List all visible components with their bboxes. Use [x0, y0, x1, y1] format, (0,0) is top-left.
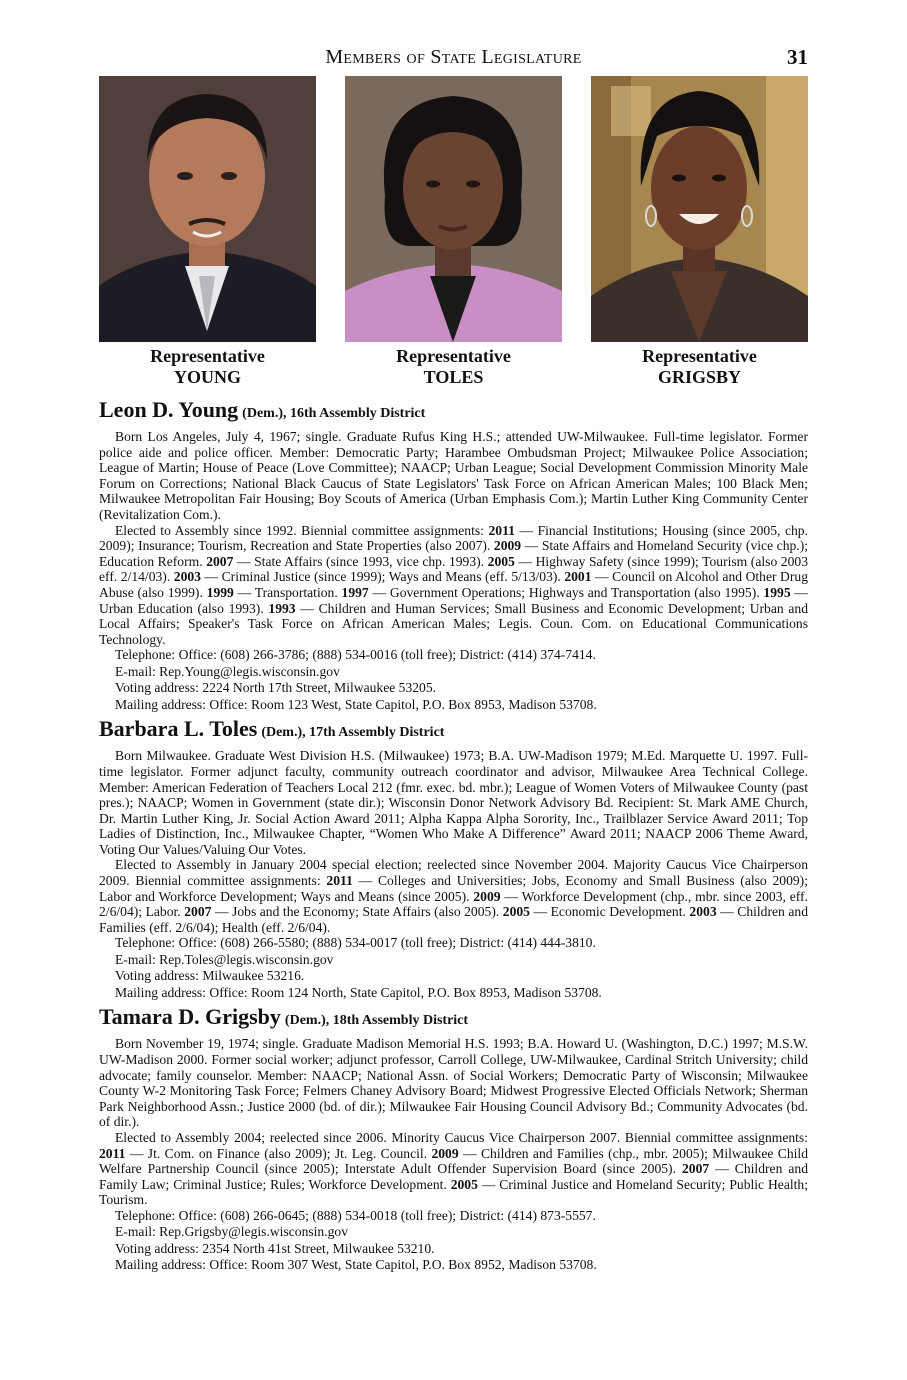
member-district: (Dem.), 16th Assembly District: [242, 406, 426, 421]
member-heading: [99, 717, 808, 745]
member-committees: Elected to Assembly 2004; reelected since 2006. Minority Caucus Vice Chairperson 2007. Biennial committee assignments: 2011 — Jt. Com. on Finance (also 2009); Jt. Leg. Council. 2009 — Children and Families (chp., mbr. 2005); Milwaukee Child Welfare Partnership Council (since 2005); Interstate Adult Offender Supervision Board (since 2005). 2007 — Children and Family Law; Criminal Justice; Rules; Workforce Development. 2005 — Criminal Justice and Homeland Security; Public Health; Tourism.: [99, 1130, 808, 1208]
caption-surname: YOUNG: [174, 367, 241, 387]
member-email: E-mail: Rep.Young@legis.wisconsin.gov: [115, 663, 340, 679]
caption-title: Representative: [642, 346, 757, 366]
member-voting-address: Voting address: 2354 North 41st Street, Milwaukee 53210.: [115, 1240, 435, 1256]
member-committees: Elected to Assembly since 1992. Biennial committee assignments: 2011 — Financial Institutions; Housing (since 2005, chp. 2009); Insurance; Tourism, Recreation and State Properties (also 2007). 2009 — State Affairs and Homeland Security (vice chp.); Education Reform. 2007 — State Affairs (since 1993, vice chp. 1993). 2005 — Highway Safety (since 1999); Tourism (also 2003 eff. 2/14/03). 2003 — Criminal Justice (since 1999); Ways and Means (eff. 5/13/03). 2001 — Council on Alcohol and Other Drug Abuse (also 1999). 1999 — Transportation. 1997 — Government Operations; Highways and Transportation (also 1995). 1995 — Urban Education (also 1993). 1993 — Children and Human Services; Small Business and Economic Development; Urban and Local Affairs; Speaker's Task Force on African American Males; Legis. Coun. Com. on Educational Communications Technology.: [99, 522, 809, 647]
session-year: 2007: [184, 904, 212, 920]
portrait-photo-icon: [345, 76, 562, 342]
member-mailing-address: Mailing address: Office: Room 124 North, State Capitol, P.O. Box 8953, Madison 53708.: [115, 984, 602, 1000]
member-district: (Dem.), 17th Assembly District: [261, 725, 445, 741]
member-mailing-address: Mailing address: Office: Room 307 West, State Capitol, P.O. Box 8952, Madison 53708.: [115, 1257, 597, 1273]
portrait-photo-icon: [591, 76, 808, 342]
session-year: 2003: [689, 904, 717, 920]
session-year: 2011: [488, 522, 515, 538]
session-year: 2009: [473, 888, 501, 904]
session-year: 2007: [206, 553, 234, 569]
caption-surname: GRIGSBY: [657, 367, 742, 387]
session-year: 1999: [206, 584, 234, 600]
caption-surname: TOLES: [423, 367, 484, 387]
member-entry-grigsby: [99, 1005, 808, 1274]
member-telephone: Telephone: Office: (608) 266-0645; (888) 534-0018 (toll free); District: (414) 873-5557.: [115, 1207, 596, 1223]
member-mailing-address: Mailing address: Office: Room 123 West, State Capitol, P.O. Box 8953, Madison 53708.: [115, 696, 597, 712]
member-telephone: Telephone: Office: (608) 266-5580; (888) 534-0017 (toll free); District: (414) 444-3810.: [115, 935, 596, 951]
member-name: Leon D. Young: [99, 397, 239, 422]
portrait-young: [99, 76, 316, 342]
session-year: 1997: [341, 584, 369, 600]
member-email: E-mail: Rep.Toles@legis.wisconsin.gov: [115, 951, 334, 967]
portrait-grigsby: [591, 76, 808, 342]
session-year: 2005: [487, 553, 515, 569]
member-entry-toles: [99, 717, 808, 1001]
member-voting-address: Voting address: 2224 North 17th Street, Milwaukee 53205.: [115, 680, 437, 696]
member-email: E-mail: Rep.Grigsby@legis.wisconsin.gov: [115, 1224, 349, 1240]
caption-grigsby: [591, 346, 808, 388]
session-year: 2009: [493, 538, 522, 554]
member-telephone: Telephone: Office: (608) 266-3786; (888) 534-0016 (toll free); District: (414) 374-7414.: [115, 647, 596, 663]
member-bio: Born November 19, 1974; single. Graduate Madison Memorial H.S. 1993; B.A. Howard U. (Washington, D.C.) 1997; M.S.W. UW-Madison 2000. Former social worker; adjunct professor, Carroll College, UW-Milwaukee, Cardinal Stritch University; child advocate; family counselor. Member: NAACP; National Assn. of Social Workers; Democratic Party of Wisconsin; Milwaukee County W-2 Monitoring Task Force; Felmers Chaney Advisory Board; Midwest Progressive Elected Officials Network; Sherman Park Neighborhood Assn.; Justice 2000 (bd. of dir.); Milwaukee Fair Housing Council Advisory Bd.; Community Advocates (bd. of dir.).: [99, 1036, 808, 1130]
session-year: 2001: [564, 569, 592, 585]
member-committees: Elected to Assembly in January 2004 special election; reelected since November 2004. Majority Caucus Vice Chairperson 2009. Biennial committee assignments: 2011 — Colleges and Universities; Jobs, Economy and Small Business (also 2009); Labor and Workforce Development; Ways and Means (since 2005). 2009 — Workforce Development (chp., mbr. since 2003, eff. 2/6/04); Labor. 2007 — Jobs and the Economy; State Affairs (also 2005). 2005 — Economic Development. 2003 — Children and Families (eff. 2/6/04); Health (eff. 2/6/04).: [99, 857, 808, 935]
page-number: 31: [787, 45, 808, 69]
session-year: 2011: [326, 873, 353, 889]
member-voting-address: Voting address: Milwaukee 53216.: [115, 968, 305, 984]
member-entry-young: [99, 398, 808, 713]
session-year: 2009: [431, 1145, 459, 1161]
session-year: 2007: [682, 1161, 710, 1177]
session-year: 1993: [268, 600, 296, 616]
portrait-toles: [345, 76, 562, 342]
caption-title: Representative: [396, 346, 511, 366]
member-district: (Dem.), 18th Assembly District: [284, 1013, 469, 1029]
session-year: 1995: [763, 584, 791, 600]
member-heading: [99, 1005, 808, 1033]
member-heading: [99, 398, 808, 426]
member-name: Barbara L. Toles: [99, 716, 258, 742]
member-bio: Born Milwaukee. Graduate West Division H.S. (Milwaukee) 1973; B.A. UW-Madison 1979; M.Ed. Marquette U. 1997. Full-time legislator. Former adjunct faculty, community outreach coordinator and advisor, Milwaukee Area Technical College. Member: American Federation of Teachers Local 212 (fmr. exec. bd. mbr.); League of Women Voters of Milwaukee County (past pres.); NAACP; Women in Government (state dir.); Wisconsin Donor Network Advisory Bd. Recipient: St. Mark AME Church, Dr. Martin Luther King, Jr. Social Action Award 2011; Alpha Kappa Alpha Sorority, Inc., Trailblazer Service Award 2011; Top Ladies of Distinction, Inc., Milwaukee Chapter, “Women Who Make A Difference” Award 2011; NAACP 2006 Theme Award, Voting Our Values/Valuing Our Votes.: [99, 748, 808, 857]
session-year: 2005: [450, 1176, 478, 1192]
caption-title: Representative: [150, 346, 265, 366]
caption-toles: [345, 346, 562, 388]
session-year: 2011: [99, 1145, 126, 1161]
member-bio: Born Los Angeles, July 4, 1967; single. Graduate Rufus King H.S.; attended UW-Milwaukee. Full-time legislator. Former police aide and police officer. Member: Democratic Party; Harambee Ombudsman Project; Milwaukee Police Association; League of Martin; House of Peace (Love Committee); NAACP; Urban League; Social Development Commission Minority Male Forum on Corrections; National Black Caucus of State Legislators' Task Force on African American Males; 100 Black Men; Milwaukee Metropolitan Fair Housing; Boy Scouts of America (Urban Emphasis Com.); Martin Luther King Community Center (Revitalization Com.).: [99, 429, 808, 522]
session-year: 2005: [502, 904, 530, 920]
portrait-photo-icon: [99, 76, 316, 342]
member-entries: [99, 398, 808, 1278]
session-year: 2003: [173, 569, 201, 585]
running-header: Members of State Legislature: [325, 46, 582, 68]
member-name: Tamara D. Grigsby: [99, 1004, 281, 1030]
caption-young: [99, 346, 316, 388]
